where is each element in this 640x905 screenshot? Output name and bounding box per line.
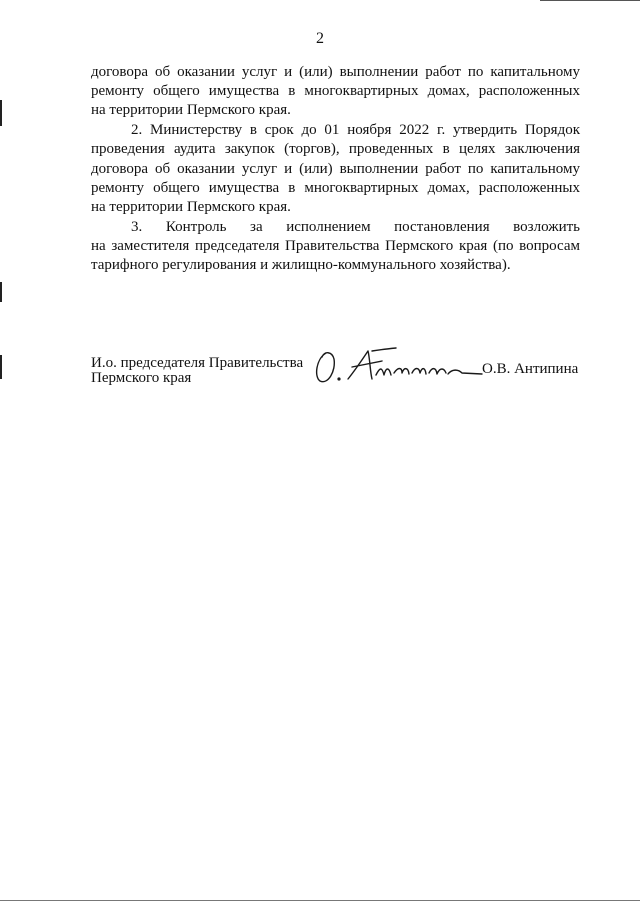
paragraph-line: на заместителя председателя Правительства Пермского края (по вопросам	[91, 238, 580, 254]
paragraph-line: 3. Контроль за исполнением постановления возложить	[131, 219, 580, 235]
paragraph-line: на территории Пермского края.	[91, 199, 291, 215]
left-scan-mark	[0, 355, 2, 379]
bottom-edge-line	[0, 900, 640, 901]
top-edge-line	[540, 0, 640, 1]
signatory-position-line: И.о. председателя Правительства	[91, 355, 304, 371]
signatory-name: О.В. Антипина	[482, 361, 579, 377]
paragraph-line: 2. Министерству в срок до 01 ноября 2022 г. утвердить Порядок	[131, 122, 580, 138]
paragraph-line: тарифного регулирования и жилищно-коммунального хозяйства).	[91, 257, 511, 273]
paragraph-line: ремонту общего имущества в многоквартирных домах, расположенных	[91, 180, 580, 196]
paragraph-line: на территории Пермского края.	[91, 102, 291, 118]
paragraph-line: проведения аудита закупок (торгов), проведенных в целях заключения	[91, 141, 580, 157]
signatory-position	[91, 356, 303, 386]
page-number: 2	[316, 30, 324, 47]
left-scan-mark	[0, 282, 2, 302]
handwritten-signature	[312, 345, 488, 387]
paragraph-line: ремонту общего имущества в многоквартирных домах, расположенных	[91, 83, 580, 99]
paragraph-line: договора об оказании услуг и (или) выполнении работ по капитальному	[91, 64, 580, 80]
left-scan-mark	[0, 100, 2, 126]
paragraph-line: договора об оказании услуг и (или) выполнении работ по капитальному	[91, 161, 580, 177]
signatory-position-line: Пермского края	[91, 370, 192, 386]
